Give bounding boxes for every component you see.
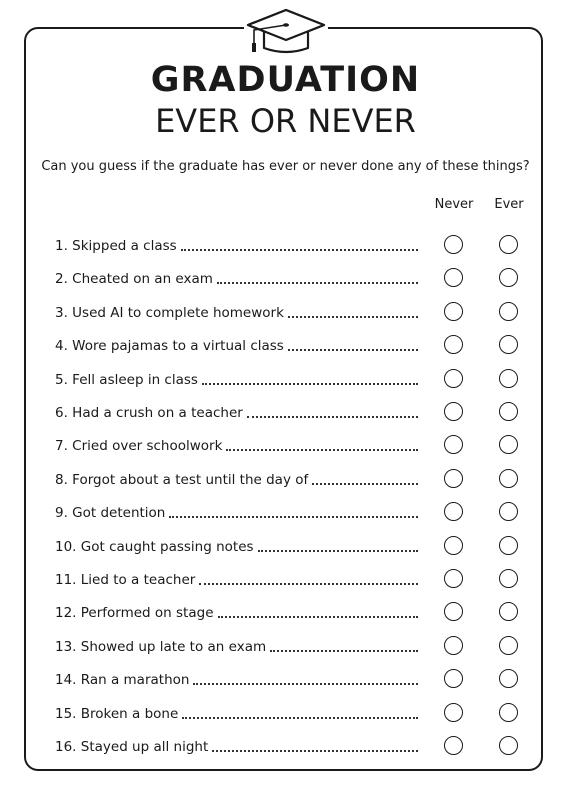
- never-answer-circle[interactable]: [444, 235, 463, 254]
- never-answer-circle[interactable]: [444, 703, 463, 722]
- ever-answer-circle[interactable]: [499, 536, 518, 555]
- question-item: [55, 302, 418, 322]
- question-text: 10. Got caught passing notes: [55, 538, 254, 555]
- question-item: [55, 569, 418, 589]
- question-item: [55, 235, 418, 255]
- question-item: [55, 669, 418, 689]
- question-item: [55, 602, 418, 622]
- question-item: [55, 469, 418, 489]
- dotted-leader: [247, 416, 418, 418]
- ever-answer-circle[interactable]: [499, 469, 518, 488]
- dotted-leader: [258, 550, 418, 552]
- question-item: [55, 736, 418, 756]
- question-text: 13. Showed up late to an exam: [55, 638, 267, 655]
- ever-answer-circle[interactable]: [499, 302, 518, 321]
- never-answer-circle[interactable]: [444, 536, 463, 555]
- dotted-leader: [202, 383, 418, 385]
- dotted-leader: [169, 516, 418, 518]
- never-answer-circle[interactable]: [444, 569, 463, 588]
- dotted-leader: [312, 483, 418, 485]
- dotted-leader: [199, 583, 418, 585]
- question-text: 5. Fell asleep in class: [55, 371, 198, 388]
- question-item: [55, 369, 418, 389]
- dotted-leader: [288, 316, 418, 318]
- dotted-leader: [212, 750, 418, 752]
- question-text: 16. Stayed up all night: [55, 739, 209, 755]
- ever-answer-circle[interactable]: [499, 235, 518, 254]
- question-item: [55, 435, 418, 455]
- page-subtitle: EVER OR NEVER: [155, 102, 416, 140]
- question-text: 4. Wore pajamas to a virtual class: [55, 338, 284, 355]
- never-column-header: Never: [434, 197, 474, 212]
- question-text: 11. Lied to a teacher: [55, 572, 196, 588]
- ever-answer-circle[interactable]: [499, 703, 518, 722]
- question-text: 15. Broken a bone: [55, 705, 179, 722]
- dotted-leader: [226, 449, 418, 451]
- question-text: 7. Cried over schoolwork: [55, 438, 223, 455]
- question-item: [55, 502, 418, 522]
- question-text: 6. Had a crush on a teacher: [55, 405, 243, 421]
- dotted-leader: [217, 282, 418, 284]
- question-item: [55, 536, 418, 556]
- question-text: 1. Skipped a class: [55, 238, 177, 254]
- dotted-leader: [270, 650, 418, 652]
- never-answer-circle[interactable]: [444, 402, 463, 421]
- question-text: 14. Ran a marathon: [55, 672, 190, 689]
- question-item: [55, 703, 418, 723]
- question-text: 9. Got detention: [55, 505, 166, 522]
- dotted-leader: [288, 349, 418, 351]
- ever-column-header: Ever: [494, 197, 524, 212]
- page-title: GRADUATION: [150, 60, 421, 100]
- never-answer-circle[interactable]: [444, 636, 463, 655]
- instructions-text: Can you guess if the graduate has ever or never done any of these things?: [41, 159, 530, 174]
- question-text: 3. Used AI to complete homework: [55, 304, 284, 321]
- dotted-leader: [193, 683, 418, 685]
- dotted-leader: [181, 249, 418, 251]
- never-answer-circle[interactable]: [444, 736, 463, 755]
- question-text: 2. Cheated on an exam: [55, 271, 213, 288]
- question-text: 12. Performed on stage: [55, 605, 214, 622]
- never-answer-circle[interactable]: [444, 302, 463, 321]
- ever-answer-circle[interactable]: [499, 569, 518, 588]
- never-answer-circle[interactable]: [444, 469, 463, 488]
- ever-answer-circle[interactable]: [499, 736, 518, 755]
- question-item: [55, 636, 418, 656]
- question-text: 8. Forgot about a test until the day of: [55, 471, 309, 488]
- question-item: [55, 335, 418, 355]
- dotted-leader: [218, 616, 419, 618]
- ever-answer-circle[interactable]: [499, 369, 518, 388]
- dotted-leader: [182, 717, 418, 719]
- ever-answer-circle[interactable]: [499, 402, 518, 421]
- ever-answer-circle[interactable]: [499, 636, 518, 655]
- question-item: [55, 268, 418, 288]
- question-item: [55, 402, 418, 422]
- graduation-cap-icon: [244, 6, 328, 54]
- never-answer-circle[interactable]: [444, 369, 463, 388]
